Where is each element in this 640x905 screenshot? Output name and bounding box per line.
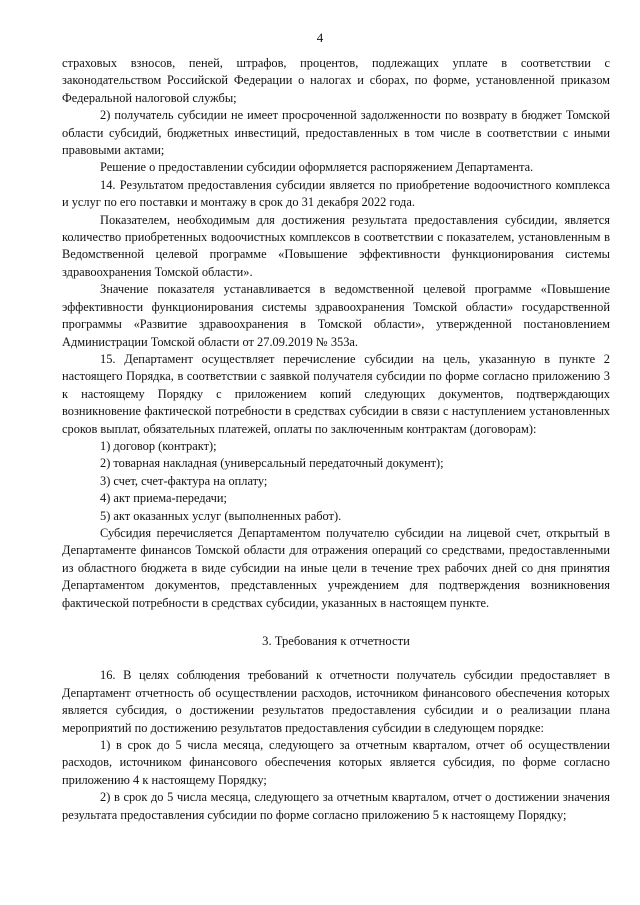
document-body <box>62 55 610 824</box>
paragraph-item-14: 14. Результатом предоставления субсидии является по приобретение водоочистного комплекса и услуг по его поставки и монтажу в срок до 31 декабря 2022 года. <box>62 177 610 210</box>
list-item: 4) акт приема-передачи; <box>100 491 227 506</box>
section-heading: 3. Требования к отчетности <box>262 634 410 648</box>
page-number: 4 <box>316 30 324 45</box>
paragraph-indicator: Показателем, необходимым для достижения результата предоставления субсидии, является количество приобретенных водоочистных комплексов в соответствии с показателем, установленным в Ведомственной целевой программе «Повышение эффективности функционирования системы здравоохранения Томской области». <box>62 212 610 279</box>
paragraph-report-2: 2) в срок до 5 числа месяца, следующего за отчетным кварталом, отчет о достижении значения результата предоставления субсидии по форме согласно приложению 5 к настоящему Порядку; <box>62 790 610 822</box>
paragraph-condition-2: 2) получатель субсидии не имеет просроченной задолженности по возврату в бюджет Томской области субсидий, бюджетных инвестиций, предоставленных в том числе в соответствии с иными правовыми актами; <box>62 108 610 158</box>
paragraph-item-15: 15. Департамент осуществляет перечисление субсидии на цель, указанную в пункте 2 настоящего Порядка, в соответствии с заявкой получателя субсидии по форме согласно приложению 3 к настоящему Порядку с приложением копий следующих документов, подтверждающих возникновение фактической потребности в средствах субсидии в связи с наступлением установленных сроков выплат, обязательных платежей, оплаты по заключенным контрактам (договорам): <box>62 351 610 436</box>
paragraph-indicator-value: Значение показателя устанавливается в ведомственной целевой программе «Повышение эффективности функционирования системы здравоохранения Томской области» государственной программы «Развитие здравоохранения в Томской области», утвержденной постановлением Администрации Томской области от 27.09.2019 № 353а. <box>62 282 610 349</box>
paragraph-report-1: 1) в срок до 5 числа месяца, следующего за отчетным кварталом, отчет об осуществлении расходов, источником финансового обеспечения которых является субсидия, по форме согласно приложению 4 к настоящему Порядку; <box>62 738 610 787</box>
list-item: 2) товарная накладная (универсальный передаточный документ); <box>100 456 444 471</box>
list-item: 1) договор (контракт); <box>100 438 217 453</box>
paragraph-decision: Решение о предоставлении субсидии оформляется распоряжением Департамента. <box>100 160 534 175</box>
list-item: 5) акт оказанных услуг (выполненных работ). <box>100 508 342 523</box>
paragraph-transfer: Субсидия перечисляется Департаментом получателю субсидии на лицевой счет, открытый в Департаменте финансов Томской области для отражения операций со средствами, предоставленными из областного бюджета в виде субсидии на иные цели в течение трех рабочих дней со дня принятия Департаментом документов, представленных учреждением для подтверждения возникновения фактической потребности в средствах субсидии, указанных в настоящем пункте. <box>62 525 610 610</box>
list-item: 3) счет, счет-фактура на оплату; <box>100 473 268 488</box>
paragraph-continuation: страховых взносов, пеней, штрафов, процентов, подлежащих уплате в соответствии с законодательством Российской Федерации о налогах и сборах, по форме, установленной приказом Федеральной налоговой службы; <box>62 56 610 105</box>
paragraph-item-16: 16. В целях соблюдения требований к отчетности получатель субсидии предоставляет в Департамент отчетность об осуществлении расходов, источником финансового обеспечения которых является субсидия, о достижении результатов предоставления субсидии и о реализации плана мероприятий по достижению результатов предоставления субсидии в следующем порядке: <box>62 668 610 735</box>
